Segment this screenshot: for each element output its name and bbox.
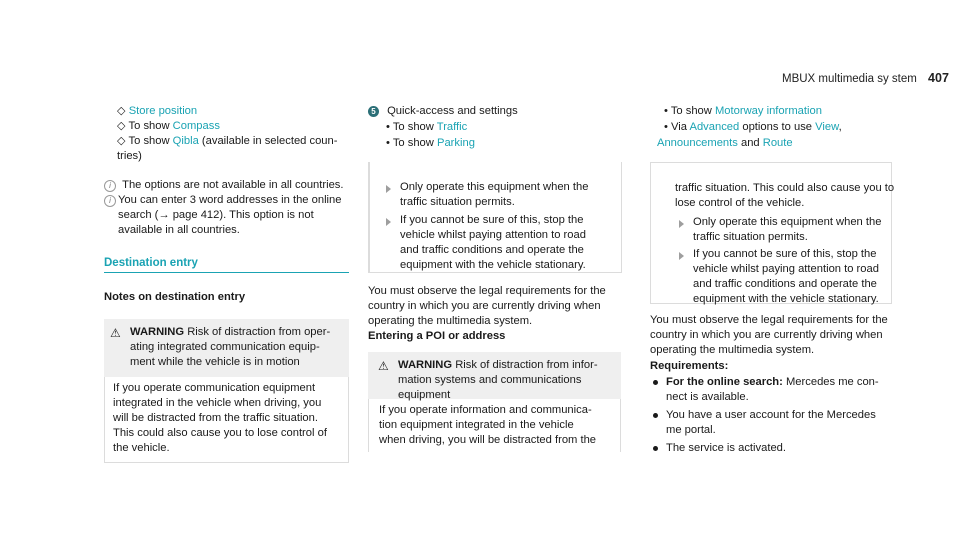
info-text-line: search (→ page 412). This option is not (118, 209, 314, 221)
caution-line: traffic situation permits. (400, 196, 515, 208)
quick-access-label: Quick-access and settings (387, 105, 518, 117)
link-announcements[interactable]: Announcements (657, 137, 738, 149)
arrow-icon (679, 252, 684, 260)
option-suffix: (available in selected coun- (198, 135, 338, 147)
legal-line: operating the multimedia system. (650, 344, 815, 356)
link-store-position[interactable]: Store position (128, 105, 198, 117)
left-option-list (117, 104, 337, 164)
caution-line: equipment with the vehicle stationary. (693, 293, 879, 305)
warning-body (368, 399, 621, 452)
warning-head-line: Risk of distraction from infor- (455, 359, 598, 371)
info-note-2 (104, 193, 342, 236)
warning-icon: ⚠ (378, 359, 389, 373)
caution-line: vehicle whilst paying attention to road (400, 229, 586, 241)
link-traffic[interactable]: Traffic (436, 121, 468, 133)
requirement-bold: For the online search: (666, 376, 783, 388)
info-text-line: You can enter 3 word addresses in the online (118, 194, 342, 206)
header-title: MBUX multimedia sy stem (782, 73, 917, 85)
warning-header (104, 319, 349, 377)
requirement-text: me portal. (666, 424, 716, 436)
option-compass (117, 119, 337, 134)
legal-paragraph-center (368, 284, 606, 329)
notes-title: Notes on destination entry (104, 291, 246, 303)
info-icon: i (104, 195, 116, 207)
bullet-prefix: • Via (664, 121, 690, 133)
bullet-via-advanced (664, 120, 842, 135)
bullet-via-advanced-cont (657, 136, 793, 151)
warning-body-line: If you operate information and communica- (379, 404, 592, 416)
requirement-text: nect is available. (666, 391, 749, 403)
option-prefix: To show (128, 120, 173, 132)
legal-line: operating the multimedia system. (368, 315, 533, 327)
bullet-icon (653, 446, 658, 451)
caution-line: equipment with the vehicle stationary. (400, 259, 586, 271)
caution-line: traffic situation. This could also cause you to (675, 182, 895, 194)
caution-line: vehicle whilst paying attention to road (693, 263, 879, 275)
info-note-1 (104, 178, 344, 193)
section-title: Destination entry (104, 257, 198, 269)
warning-label: WARNING (130, 326, 185, 338)
warning-head-line: ment while the vehicle is in motion (130, 356, 300, 368)
page-number: 407 (928, 71, 949, 85)
arrow-icon (679, 220, 684, 228)
link-compass[interactable]: Compass (172, 120, 220, 132)
diamond-icon: ◇ (117, 135, 126, 147)
warning-head-line: mation systems and communications (398, 374, 582, 386)
quick-access-item (368, 104, 518, 119)
bullet-parking (386, 136, 475, 151)
requirement-item (650, 408, 879, 423)
warning-body-line: If you operate communication equipment (113, 382, 316, 394)
arrow-icon (386, 185, 391, 193)
caution-line: Only operate this equipment when the (400, 181, 589, 193)
legal-line: You must observe the legal requirements for the (650, 314, 888, 326)
bullet-prefix: • To show (386, 137, 437, 149)
warning-head-line: Risk of distraction from oper- (187, 326, 331, 338)
caution-line: traffic situation permits. (693, 231, 808, 243)
warning-body-line: This could also cause you to lose control of (113, 427, 327, 439)
legal-line: country in which you are currently driving when (368, 300, 601, 312)
requirement-text: The service is activated. (666, 442, 787, 454)
info-text: The options are not available in all countries. (122, 179, 344, 191)
bullet-icon (653, 413, 658, 418)
info-text-line: available in all countries. (118, 224, 240, 236)
warning-label: WARNING (398, 359, 453, 371)
warning-head-line: equipment (398, 389, 451, 401)
diamond-icon: ◇ (117, 120, 126, 132)
link-motorway-information[interactable]: Motorway information (714, 105, 822, 117)
warning-body (104, 377, 349, 463)
requirement-text: You have a user account for the Mercedes (666, 409, 876, 421)
caution-line: Only operate this equipment when the (693, 216, 882, 228)
caution-line: and traffic conditions and operate the (693, 278, 877, 290)
poi-title: Entering a POI or address (368, 330, 506, 342)
warning-body-line: the vehicle. (113, 442, 170, 454)
option-continuation: tries) (117, 150, 142, 162)
warning-header (368, 352, 621, 399)
info-icon: i (104, 180, 116, 192)
caution-line: and traffic conditions and operate the (400, 244, 584, 256)
caution-box-center (368, 162, 622, 273)
legal-paragraph-right (650, 313, 888, 358)
legal-line: You must observe the legal requirements for the (368, 285, 606, 297)
warning-body-line: tion equipment integrated in the vehicle (379, 419, 574, 431)
caution-line: lose control of the vehicle. (675, 197, 805, 209)
caution-box-right (650, 162, 895, 305)
legal-line: country in which you are currently driving when (650, 329, 883, 341)
section-rule (104, 272, 349, 273)
diamond-icon: ◇ (117, 105, 126, 117)
option-prefix: To show (128, 135, 173, 147)
caution-line: If you cannot be sure of this, stop the (400, 214, 584, 226)
link-parking[interactable]: Parking (436, 137, 475, 149)
bullet-text: , (838, 121, 842, 133)
warning-body-line: when driving, you will be distracted from the (379, 434, 597, 446)
requirements-title: Requirements: (650, 360, 729, 372)
link-qibla[interactable]: Qibla (172, 135, 199, 147)
bullet-traffic (386, 120, 467, 135)
link-view[interactable]: View (815, 121, 839, 133)
requirement-item (650, 441, 879, 456)
bullet-prefix: • To show (664, 105, 715, 117)
bullet-motorway (664, 104, 822, 119)
arrow-icon (386, 218, 391, 226)
link-route[interactable]: Route (762, 137, 793, 149)
requirements-list (650, 375, 879, 456)
option-qibla (117, 134, 337, 149)
bullet-text: options to use (739, 121, 816, 133)
warning-body-line: integrated in the vehicle when driving, you (113, 397, 322, 409)
warning-head-line: ating integrated communication equip- (130, 341, 320, 353)
warning-icon: ⚠ (110, 326, 121, 340)
bullet-icon (653, 380, 658, 385)
caution-line: If you cannot be sure of this, stop the (693, 248, 877, 260)
warning-body-line: will be distracted from the traffic situation. (113, 412, 318, 424)
warning-box-left (104, 319, 349, 463)
link-advanced[interactable]: Advanced (689, 121, 740, 133)
requirement-item (650, 375, 879, 390)
callout-number-icon: 5 (368, 106, 379, 117)
warning-box-center (368, 352, 621, 452)
running-header (782, 71, 949, 87)
requirement-text: Mercedes me con- (782, 376, 879, 388)
bullet-prefix: • To show (386, 121, 437, 133)
option-store-position (117, 104, 337, 119)
bullet-text: and (737, 137, 763, 149)
